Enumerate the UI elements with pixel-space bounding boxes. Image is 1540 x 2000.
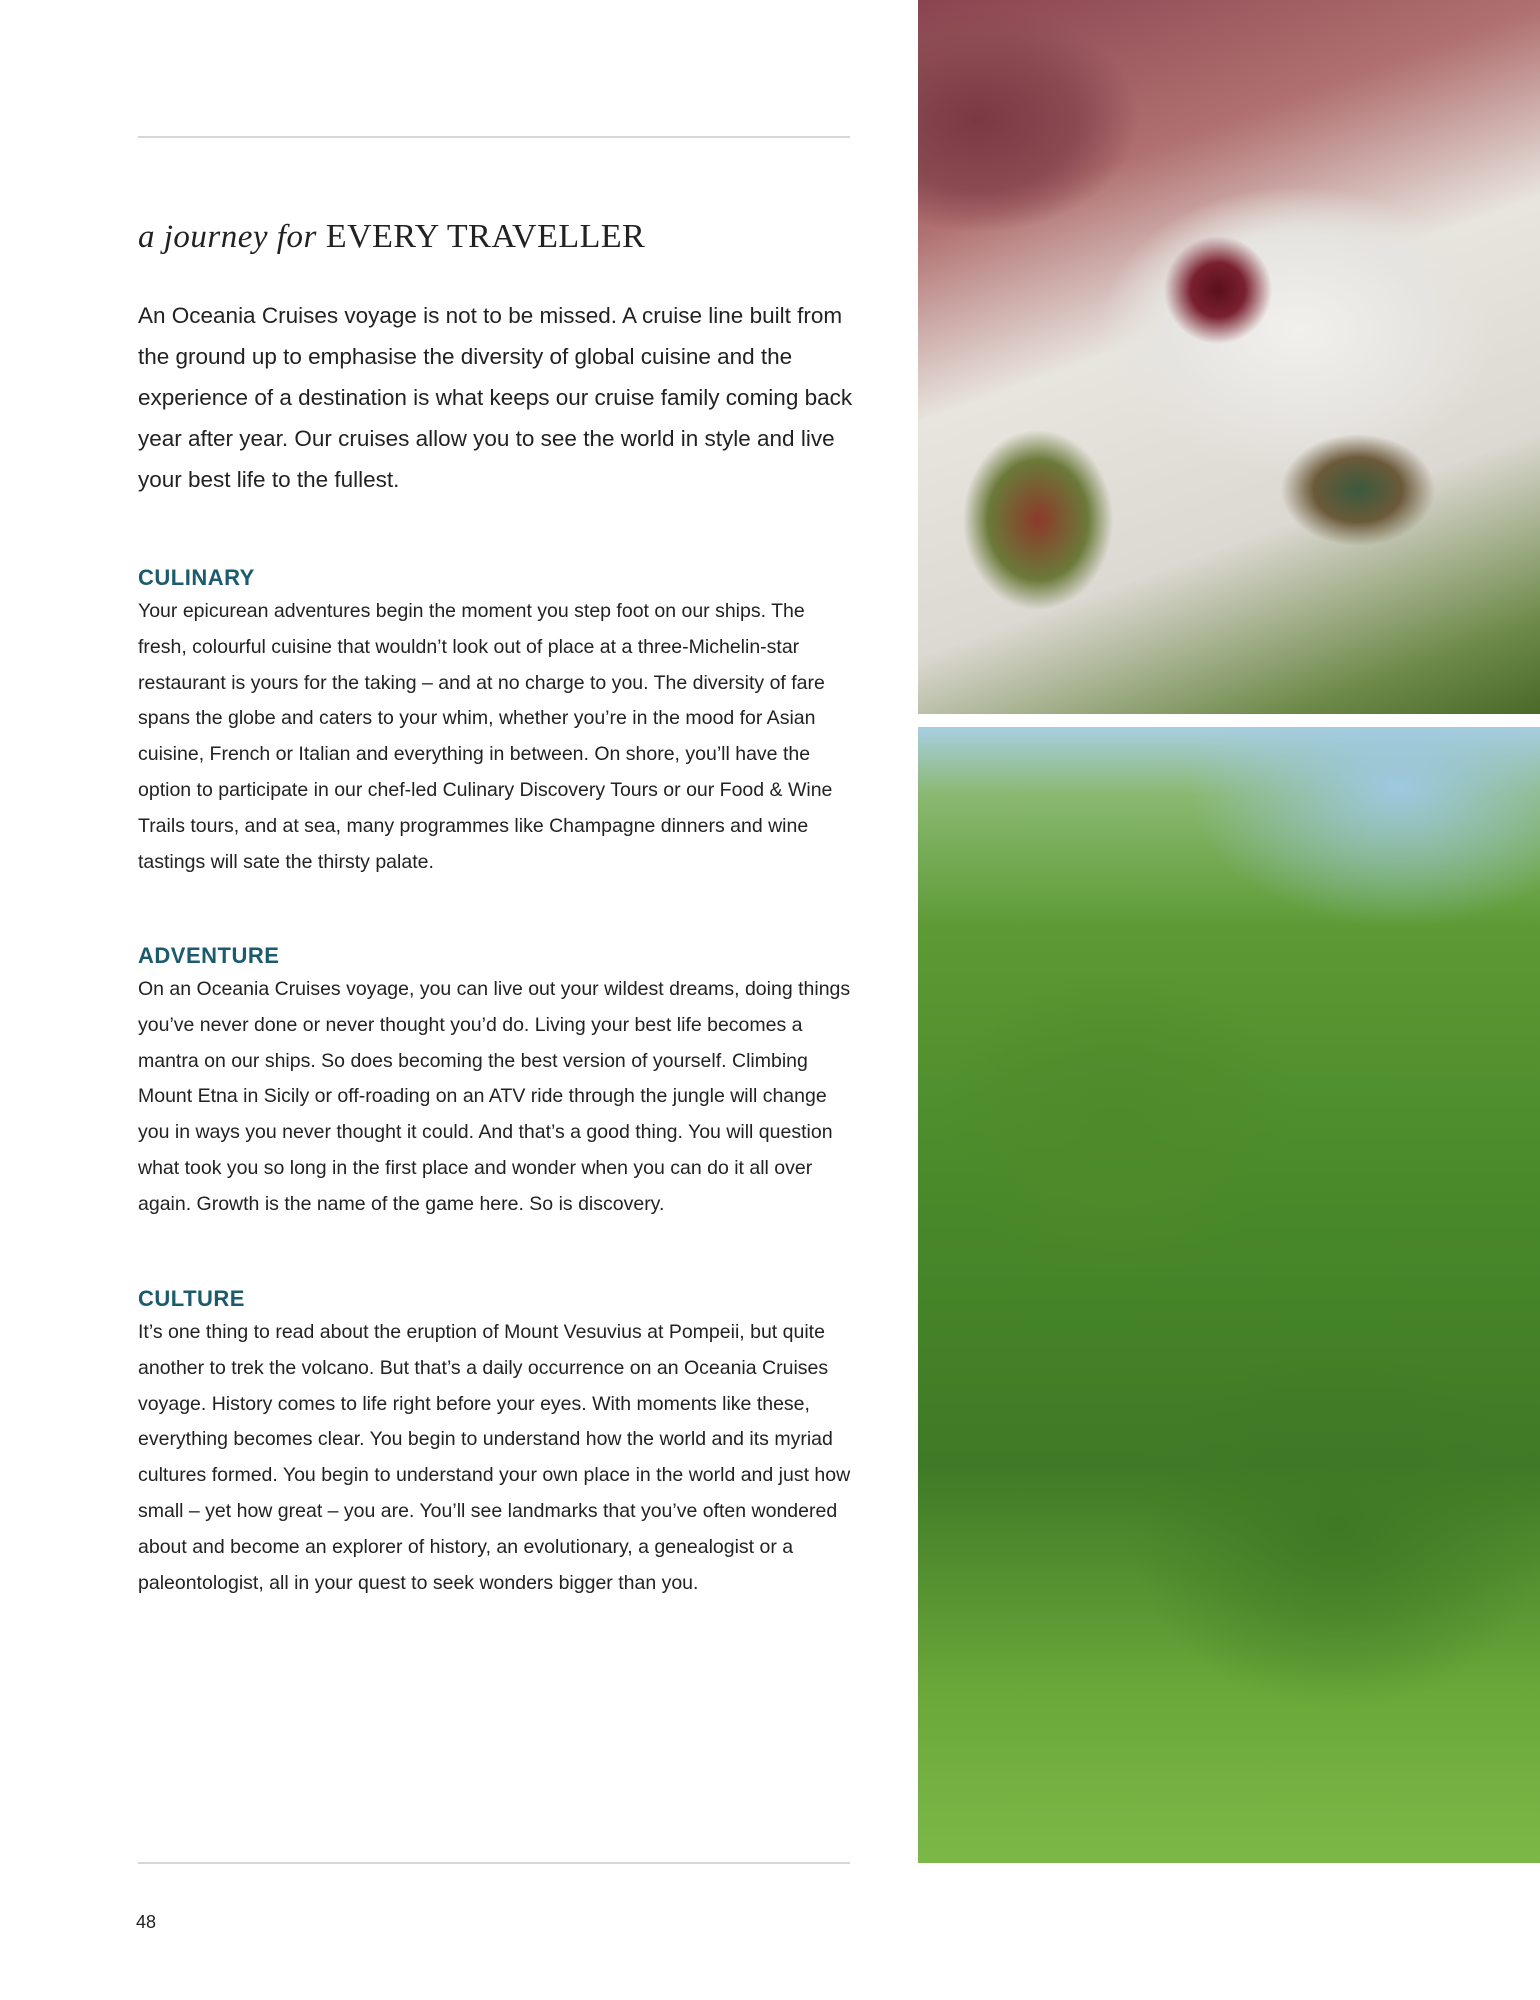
section-culture: [138, 1283, 858, 1601]
jungle-photo: [918, 727, 1540, 1863]
section-body: On an Oceania Cruises voyage, you can live out your wildest dreams, doing things you’ve never done or never thought you’d do. Living your best life becomes a mantra on our ships. So does becoming the best version of yourself. Climbing Mount Etna in Sicily or off-roading on an ATV ride through the jungle will change you in ways you never thought it could. And that’s a good thing. You will question what took you so long in the first place and wonder when you can do it all over again. Growth is the name of the game here. So is discovery.: [138, 978, 851, 1215]
intro-paragraph: An Oceania Cruises voyage is not to be missed. A cruise line built from the ground up to emphasise the diversity of global cuisine and the experience of a destination is what keeps our cruise family coming back year after year. Our cruises allow you to see the world in style and live your best life to the fullest.: [138, 303, 853, 492]
title-italic: a journey for: [138, 219, 317, 255]
section-heading: ADVENTURE: [138, 943, 280, 968]
section-adventure: [138, 940, 858, 1223]
section-culinary: [138, 562, 858, 880]
section-body: Your epicurean adventures begin the moment you step foot on our ships. The fresh, colourful cuisine that wouldn’t look out of place at a three-Michelin-star restaurant is yours for the taking – and at no charge to you. The diversity of fare spans the globe and caters to your whim, whether you’re in the mood for Asian cuisine, French or Italian and everything in between. On shore, you’ll have the option to participate in our chef-led Culinary Discovery Tours or our Food & Wine Trails tours, and at sea, many programmes like Champagne dinners and wine tastings will sate the thirsty palate.: [138, 600, 833, 873]
page-number: 48: [136, 1912, 157, 1932]
top-divider: [138, 136, 850, 138]
dining-photo: [918, 0, 1540, 714]
page-title: [138, 218, 645, 256]
bottom-divider: [138, 1862, 850, 1864]
title-caps: EVERY TRAVELLER: [325, 218, 646, 255]
section-body: It’s one thing to read about the eruption of Mount Vesuvius at Pompeii, but quite another to trek the volcano. But that’s a daily occurrence on an Oceania Cruises voyage. History comes to life right before your eyes. With moments like these, everything becomes clear. You begin to understand how the world and its myriad cultures formed. You begin to understand your own place in the world and just how small – yet how great – you are. You’ll see landmarks that you’ve often wondered about and become an explorer of history, an evolutionary, a genealogist or a paleontologist, all in your quest to seek wonders bigger than you.: [138, 1321, 851, 1594]
section-heading: CULINARY: [138, 565, 255, 590]
section-heading: CULTURE: [138, 1286, 245, 1311]
